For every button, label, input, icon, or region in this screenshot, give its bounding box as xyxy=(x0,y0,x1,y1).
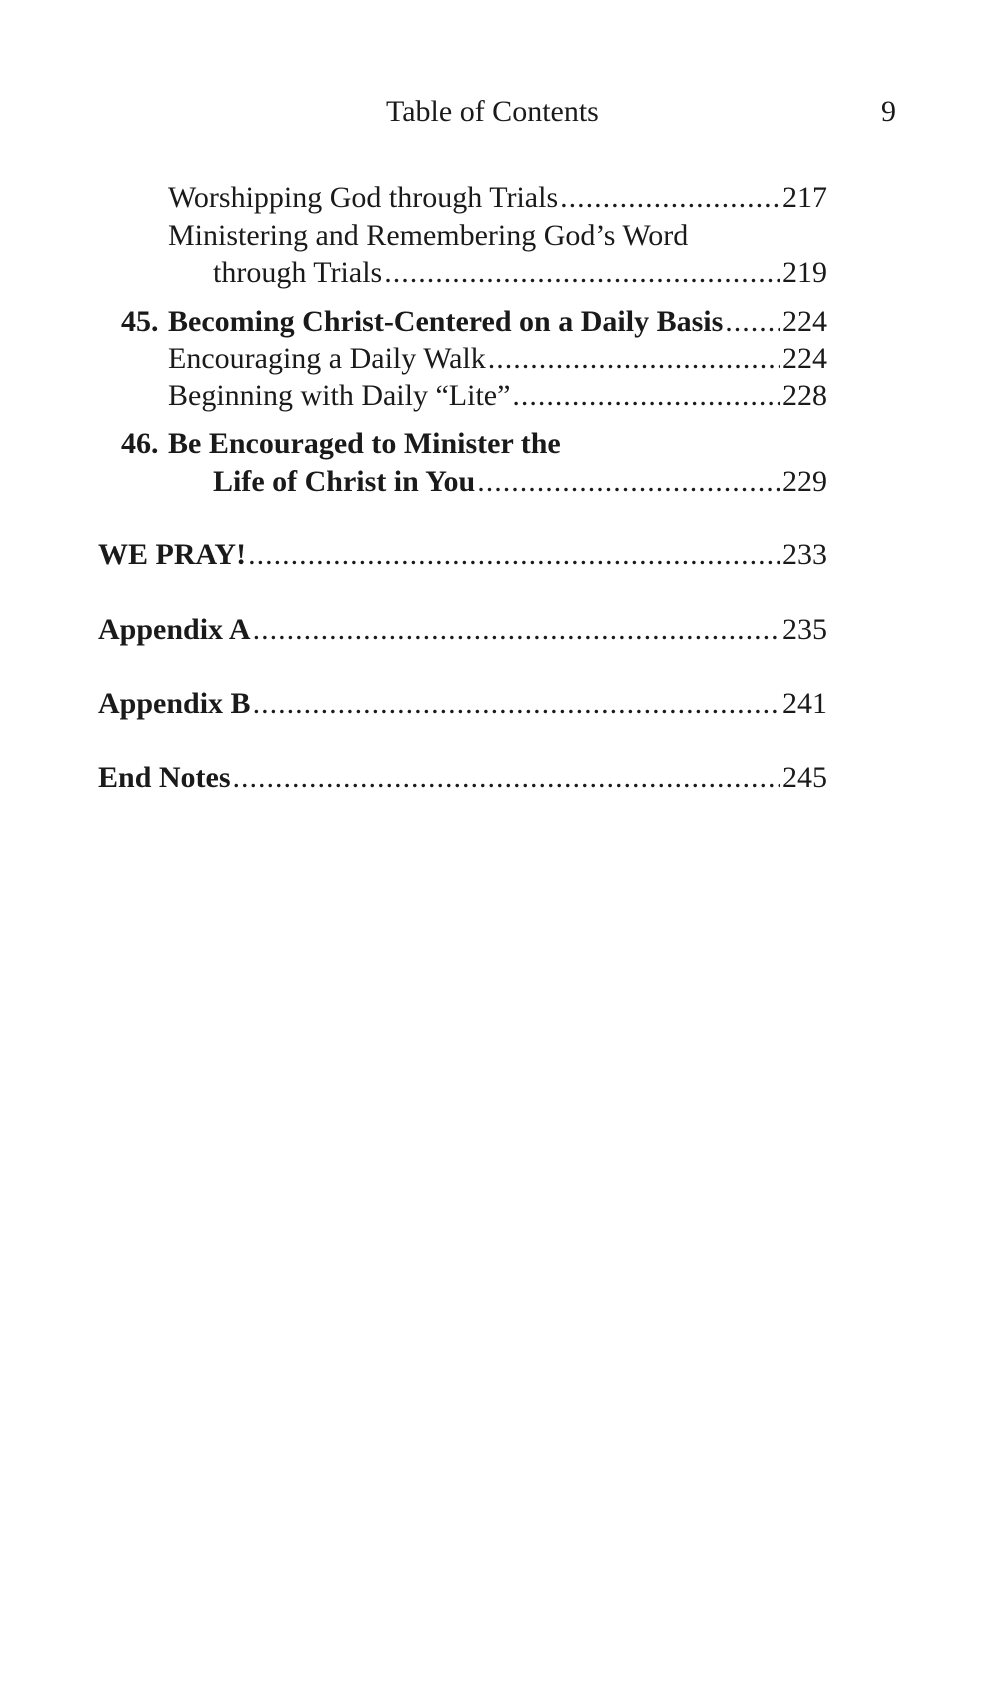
toc-section-appendix-b xyxy=(0,684,1004,724)
toc-entry-page: 224 xyxy=(782,342,827,375)
toc-entry-title: through Trials xyxy=(213,256,383,289)
running-head: Table of Contents xyxy=(386,95,599,128)
chapter-title: Life of Christ in You xyxy=(213,465,476,498)
toc-chapter-45 xyxy=(0,302,1004,342)
page-number: 9 xyxy=(881,95,896,128)
toc-entry-title: Beginning with Daily “Lite” xyxy=(168,379,511,412)
dot-leader xyxy=(512,376,780,416)
section-title: WE PRAY! xyxy=(98,538,247,571)
dot-leader xyxy=(233,758,780,798)
toc-chapter-46-line1 xyxy=(0,424,1004,464)
dot-leader xyxy=(560,178,780,218)
toc-entry-worshipping xyxy=(0,178,1004,218)
dot-leader xyxy=(253,684,780,724)
toc-chapter-46-line2 xyxy=(0,462,1004,502)
toc-entry-page: 241 xyxy=(782,687,827,720)
section-title: Appendix B xyxy=(98,687,251,720)
toc-entry-title: Encouraging a Daily Walk xyxy=(168,342,486,375)
toc-section-appendix-a xyxy=(0,610,1004,650)
dot-leader xyxy=(384,253,780,293)
dot-leader xyxy=(725,302,780,342)
toc-entry-beginning xyxy=(0,376,1004,416)
toc-entry-page: 233 xyxy=(782,538,827,571)
section-title: Appendix A xyxy=(98,613,251,646)
dot-leader xyxy=(488,339,780,379)
chapter-title: Be Encouraged to Minister the xyxy=(168,427,561,460)
toc-entry-page: 235 xyxy=(782,613,827,646)
toc-entry-page: 217 xyxy=(782,181,827,214)
toc-section-we-pray xyxy=(0,535,1004,575)
toc-entry-title: Worshipping God through Trials xyxy=(168,181,559,214)
page-header xyxy=(0,92,1004,132)
toc-entry-title: Ministering and Remembering God’s Word xyxy=(168,219,689,252)
toc-entry-page: 229 xyxy=(782,465,827,498)
section-title: End Notes xyxy=(98,761,231,794)
chapter-number: 45. xyxy=(121,305,159,338)
dot-leader xyxy=(248,535,780,575)
chapter-number: 46. xyxy=(121,427,159,460)
toc-entry-page: 228 xyxy=(782,379,827,412)
toc-entry-encouraging xyxy=(0,339,1004,379)
dot-leader xyxy=(477,462,780,502)
toc-entry-ministering-line1 xyxy=(0,216,1004,256)
toc-entry-ministering-line2 xyxy=(0,253,1004,293)
toc-section-end-notes xyxy=(0,758,1004,798)
dot-leader xyxy=(253,610,780,650)
chapter-title: Becoming Christ-Centered on a Daily Basis xyxy=(168,305,724,338)
toc-entry-page: 224 xyxy=(782,305,827,338)
toc-entry-page: 245 xyxy=(782,761,827,794)
toc-entry-page: 219 xyxy=(782,256,827,289)
